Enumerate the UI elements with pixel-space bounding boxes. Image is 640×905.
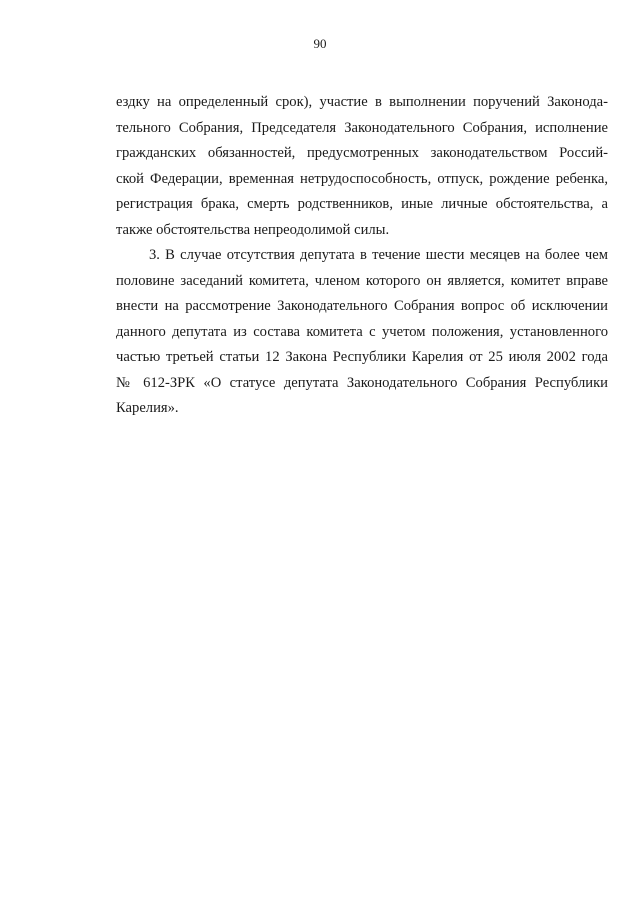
document-body xyxy=(116,90,608,422)
text-line: ездку на определенный срок), участие в выполнении поручений Законода- xyxy=(116,94,608,110)
text-line: ской Федерации, временная нетрудоспособность, отпуск, рождение ребенка, xyxy=(116,170,608,187)
text-line: № 612-ЗРК «О статусе депутата Законодательного Собрания Республики xyxy=(116,374,608,391)
text-line: внести на рассмотрение Законодательного Собрания вопрос об исключении xyxy=(116,298,608,314)
text-line: гражданских обязанностей, предусмотренных законодательством Россий- xyxy=(116,145,608,161)
text-line: половине заседаний комитета, членом которого он является, комитет вправе xyxy=(116,272,608,289)
paragraph-continuation xyxy=(116,90,608,243)
text-line: тельного Собрания, Председателя Законодательного Собрания, исполнение xyxy=(116,119,608,136)
paragraph-item-3 xyxy=(116,243,608,422)
text-line: частью третьей статьи 12 Закона Республики Карелия от 25 июля 2002 года xyxy=(116,349,608,365)
text-line: также обстоятельства непреодолимой силы. xyxy=(116,221,390,238)
text-line: Карелия». xyxy=(116,400,179,416)
text-line: регистрация брака, смерть родственников, иные личные обстоятельства, а xyxy=(116,196,608,212)
text-line: данного депутата из состава комитета с учетом положения, установленного xyxy=(116,323,608,340)
page-number: 90 xyxy=(313,36,327,51)
text-line: 3. В случае отсутствия депутата в течение шести месяцев на более чем xyxy=(149,247,608,263)
